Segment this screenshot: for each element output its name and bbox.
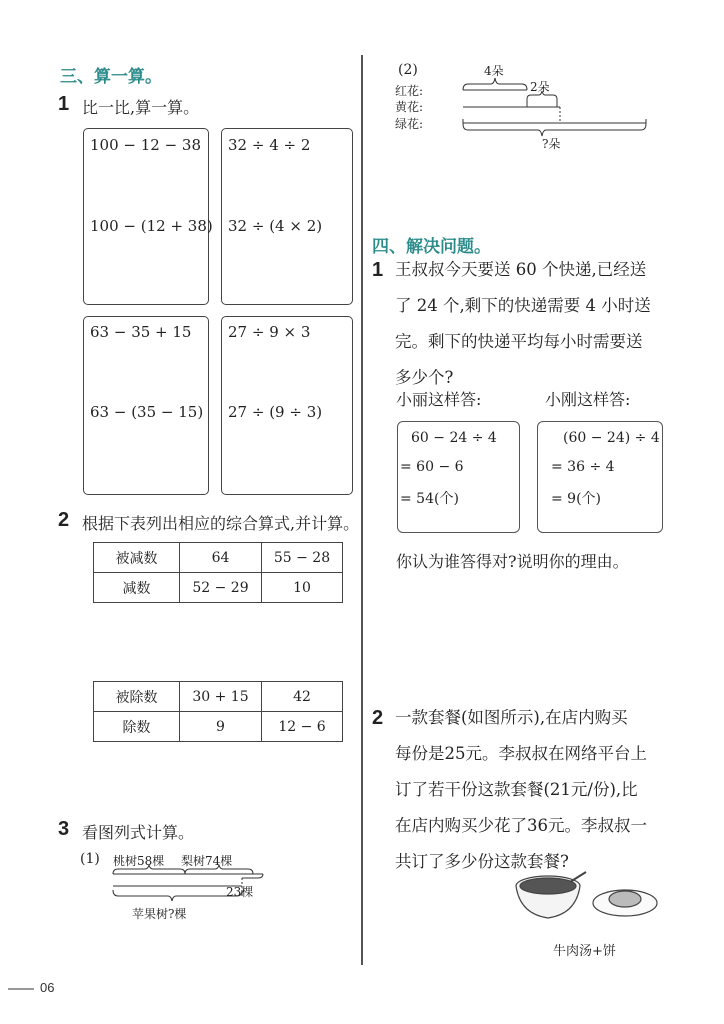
cell: 64 [180,543,262,573]
q3-number: 3 [58,818,70,840]
segment-diagram [80,850,280,930]
answer-step: = 9(个) [551,491,602,507]
s4-q1-number: 1 [372,259,384,281]
apple-label: 苹果树?棵 [132,907,187,921]
q1-text: 比一比,算一算。 [82,98,200,117]
flower-diagram [370,60,650,155]
expression: 63 − (35 − 15) [90,403,204,421]
footer-rule [8,988,34,990]
answer-step: = 54(个) [400,491,459,507]
segment-diagram [370,60,650,155]
s4-q1-question: 你认为谁答得对?说明你的理由。 [396,552,629,571]
soup-and-bread-illustration [510,868,660,928]
expression: 32 ÷ (4 × 2) [228,217,323,235]
cell: 除数 [94,712,180,742]
answer-step: (60 − 24) ÷ 4 [563,430,660,446]
cell: 52 − 29 [180,573,262,603]
text-line: 完。剩下的快递平均每小时需要送 [395,332,643,351]
peach-label: 桃树58棵 [113,854,165,868]
cell: 被减数 [94,543,180,573]
diff-label: 23棵 [226,885,254,899]
green-label: 绿花: [395,117,424,131]
expr-box [83,128,213,305]
answer-step: 60 − 24 ÷ 4 [411,430,497,446]
text-line: 订了若干份这款套餐(21元/份),比 [395,780,638,799]
expression: 27 ÷ 9 × 3 [228,323,311,341]
sub-label: (1) [80,851,100,867]
text-line: 多少个? [395,368,454,387]
xiaoli-answer-card [397,421,520,533]
section-3-title: 三、算一算。 [60,67,162,87]
s4-q2-number: 2 [372,707,384,729]
cell: 减数 [94,573,180,603]
table-subtraction [93,542,343,603]
total-label: ?朵 [542,137,561,151]
cell: 12 − 6 [262,712,343,742]
answer-step: = 60 − 6 [400,459,464,475]
text-line: 一款套餐(如图所示),在店内购买 [395,708,628,727]
expr-box [83,316,209,495]
cell: 30 + 15 [180,682,262,712]
cell: 被除数 [94,682,180,712]
xiaoli-label: 小丽这样答: [396,390,482,409]
xiaogang-answer-card [537,421,663,533]
red-label: 红花: [395,84,424,98]
diff1-label: 4朵 [484,64,504,78]
expression: 100 − (12 + 38) [90,217,213,235]
text-line: 共订了多少份这款套餐? [395,852,569,871]
cell: 10 [262,573,343,603]
column-divider [361,55,363,965]
text-line: 王叔叔今天要送 60 个快递,已经送 [395,260,647,279]
expression: 27 ÷ (9 ÷ 3) [228,403,323,421]
section-4-title: 四、解决问题。 [372,237,491,257]
cell: 42 [262,682,343,712]
diff2-label: 2朵 [530,80,550,94]
q2-text: 根据下表列出相应的综合算式,并计算。 [82,514,360,533]
s4-q1-text [395,252,651,396]
expression: 63 − 35 + 15 [90,323,192,341]
tree-diagram [80,850,280,930]
page-number: 06 [40,980,55,995]
illustration-caption: 牛肉汤+饼 [553,944,616,959]
q3-text: 看图列式计算。 [82,823,195,842]
text-line: 每份是25元。李叔叔在网络平台上 [395,744,647,763]
expr-box [221,128,353,305]
q2-number: 2 [58,509,70,531]
cell: 55 − 28 [262,543,343,573]
q1-number: 1 [58,93,70,115]
sub-label: (2) [398,62,418,78]
s4-q2-text [395,700,647,880]
pear-label: 梨树74棵 [181,854,233,868]
expression: 32 ÷ 4 ÷ 2 [228,136,311,154]
cell: 9 [180,712,262,742]
expr-box [221,316,353,495]
yellow-label: 黄花: [395,100,424,114]
text-line: 在店内购买少花了36元。李叔叔一 [395,816,647,835]
expression: 100 − 12 − 38 [90,136,202,154]
text-line: 了 24 个,剩下的快递需要 4 小时送 [395,296,651,315]
table-division [93,681,343,742]
xiaogang-label: 小刚这样答: [545,390,631,409]
answer-step: = 36 ÷ 4 [551,459,615,475]
